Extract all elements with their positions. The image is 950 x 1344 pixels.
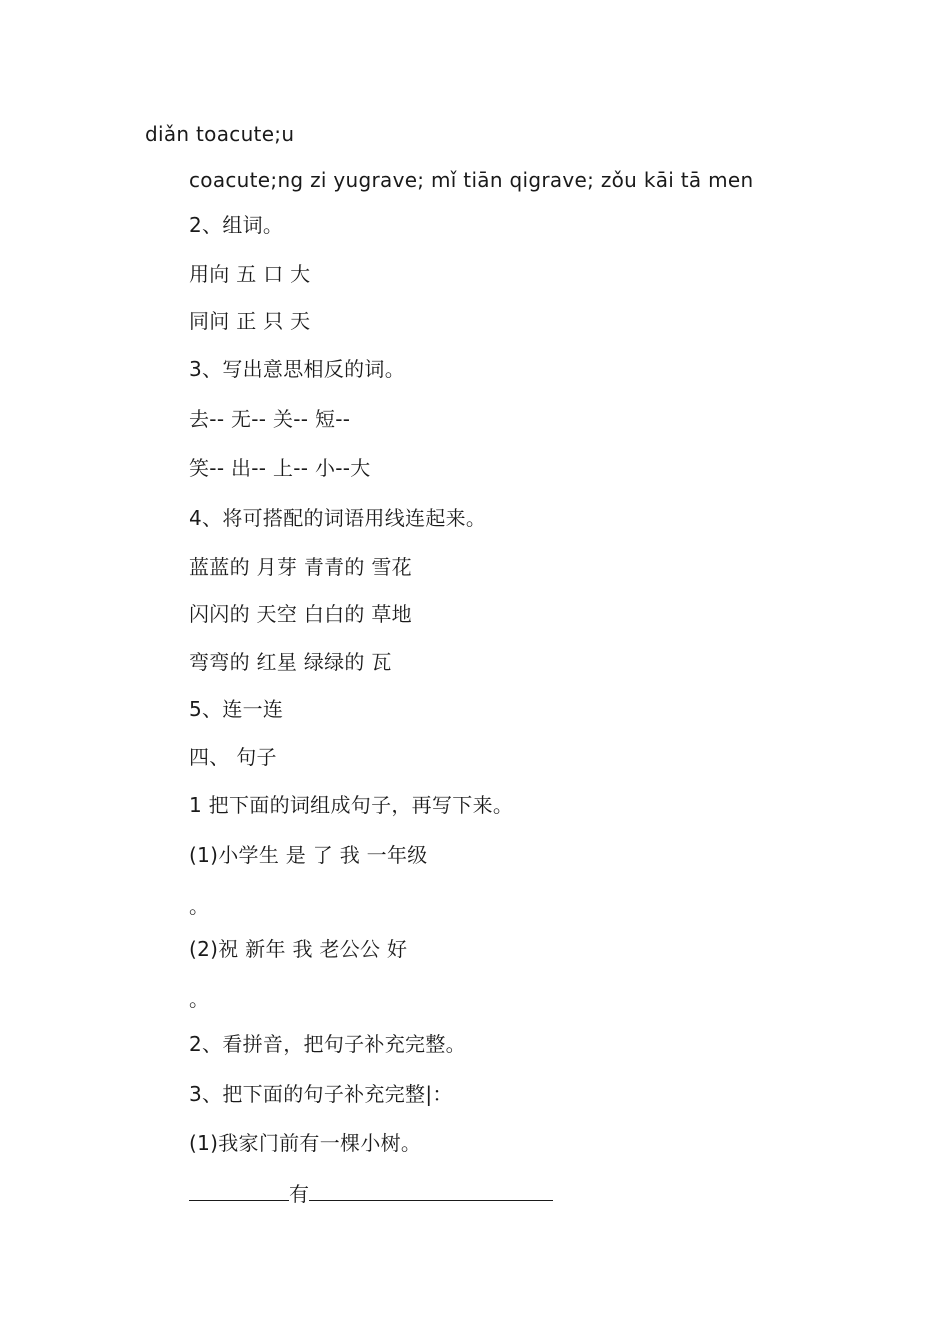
section-heading-connect: 5、连一连 xyxy=(189,697,284,721)
exercise-instruction: 2、看拼音，把句子补充完整。 xyxy=(189,1032,466,1056)
pinyin-line-1: diǎn toacute;u xyxy=(145,122,295,146)
fill-in-blank-line xyxy=(189,1180,553,1206)
exercise-item: (1)我家门前有一棵小树。 xyxy=(189,1131,422,1155)
word-row: 用向 五 口 大 xyxy=(189,262,311,286)
section-heading-word-groups: 2、组词。 xyxy=(189,213,284,237)
antonym-row: 笑-- 出-- 上-- 小--大 xyxy=(189,456,371,480)
fill-in-middle-text: 有 xyxy=(289,1182,310,1206)
exercise-instruction: 3、把下面的句子补充完整|： xyxy=(189,1082,453,1106)
matching-row: 蓝蓝的 月芽 青青的 雪花 xyxy=(189,555,412,579)
section-heading-matching: 4、将可搭配的词语用线连起来。 xyxy=(189,506,487,530)
part-heading-sentences: 四、 句子 xyxy=(189,745,277,769)
blank-underline xyxy=(309,1180,553,1201)
exercise-item: (2)祝 新年 我 老公公 好 xyxy=(189,937,408,961)
exercise-item: (1)小学生 是 了 我 一年级 xyxy=(189,843,428,867)
word-row: 同问 正 只 天 xyxy=(189,309,311,333)
section-heading-antonyms: 3、写出意思相反的词。 xyxy=(189,357,406,381)
exercise-instruction: 1 把下面的词组成句子，再写下来。 xyxy=(189,793,514,817)
blank-underline xyxy=(189,1180,289,1201)
answer-period: 。 xyxy=(189,894,210,918)
matching-row: 弯弯的 红星 绿绿的 瓦 xyxy=(189,650,392,674)
pinyin-line-2: coacute;ng zi yugrave; mǐ tiān qigrave; zǒu kāi tā men xyxy=(189,168,754,192)
antonym-row: 去-- 无-- 关-- 短-- xyxy=(189,407,351,431)
answer-period: 。 xyxy=(189,987,210,1011)
matching-row: 闪闪的 天空 白白的 草地 xyxy=(189,602,412,626)
